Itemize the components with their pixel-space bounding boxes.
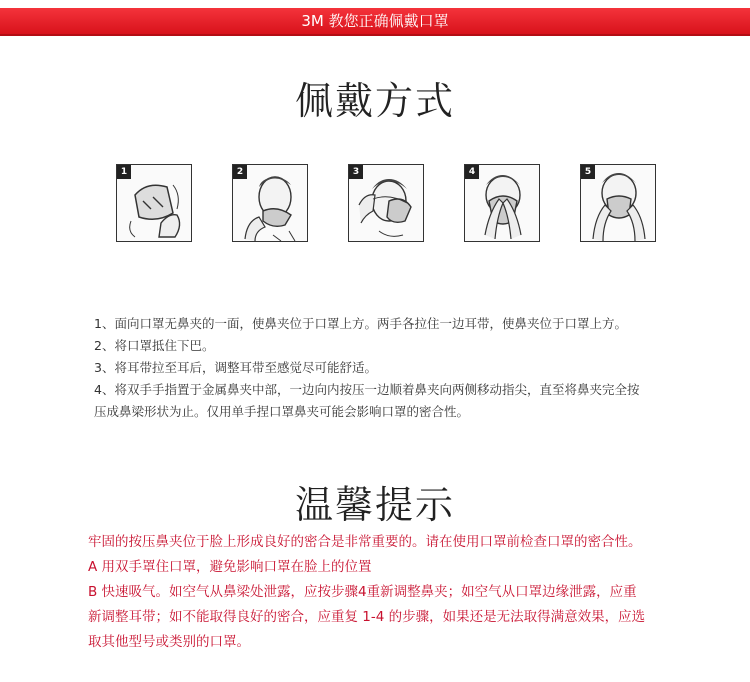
step-1-number: 1 xyxy=(117,165,131,179)
step-5-number: 5 xyxy=(581,165,595,179)
step-illustrations xyxy=(116,164,656,246)
tip-line: 取其他型号或类别的口罩。 xyxy=(88,634,250,650)
instruction-line: 1、面向口罩无鼻夹的一面，使鼻夹位于口罩上方。两手各拉住一边耳带，使鼻夹位于口罩上方。 xyxy=(94,316,627,331)
wearing-method-heading: 佩戴方式 xyxy=(294,79,455,123)
press-nose-clip-icon xyxy=(465,165,541,243)
instruction-line: 3、将耳带拉至耳后，调整耳带至感觉尽可能舒适。 xyxy=(94,360,377,375)
step-4-panel xyxy=(464,164,540,242)
tip-line: 牢固的按压鼻夹位于脸上形成良好的密合是非常重要的。请在使用口罩前检查口罩的密合性。 xyxy=(88,534,642,550)
banner-title: 3M 教您正确佩戴口罩 xyxy=(301,12,449,30)
step-5-panel xyxy=(580,164,656,242)
mask-in-hand-icon xyxy=(117,165,193,243)
tip-line: A 用双手罩住口罩，避免影响口罩在脸上的位置 xyxy=(88,559,372,575)
step-3-panel xyxy=(348,164,424,242)
instruction-line: 压成鼻梁形状为止。仅用单手捏口罩鼻夹可能会影响口罩的密合性。 xyxy=(94,404,470,419)
instruction-line: 2、将口罩抵住下巴。 xyxy=(94,338,215,353)
tips-text xyxy=(88,530,688,655)
step-2-panel xyxy=(232,164,308,242)
tips-heading: 温馨提示 xyxy=(294,483,455,527)
pull-straps-over-ears-icon xyxy=(349,165,425,243)
step-1-panel xyxy=(116,164,192,242)
step-3-number: 3 xyxy=(349,165,363,179)
instruction-line: 4、将双手手指置于金属鼻夹中部，一边向内按压一边顺着鼻夹向两侧移动指尖，直至将鼻夹完全按 xyxy=(94,382,640,397)
tip-line: 新调整耳带；如不能取得良好的密合，应重复 1-4 的步骤，如果还是无法取得满意效果，应选 xyxy=(88,609,646,625)
title-banner xyxy=(0,8,750,36)
place-mask-on-chin-icon xyxy=(233,165,309,243)
wearing-instructions xyxy=(94,313,674,423)
tip-line: B 快速吸气。如空气从鼻梁处泄露，应按步骤4重新调整鼻夹；如空气从口罩边缘泄露，应重 xyxy=(88,584,637,600)
step-4-number: 4 xyxy=(465,165,479,179)
check-seal-icon xyxy=(581,165,657,243)
step-2-number: 2 xyxy=(233,165,247,179)
